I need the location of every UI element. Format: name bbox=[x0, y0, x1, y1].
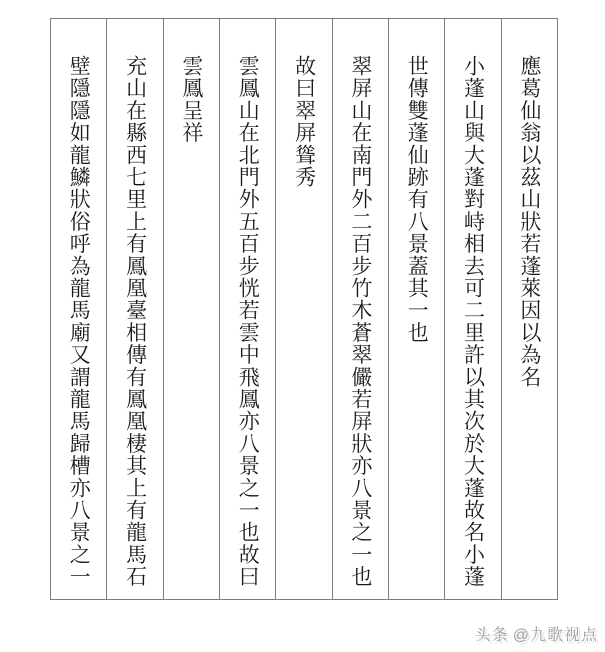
text-column-5 bbox=[276, 19, 332, 599]
text-column-2 bbox=[445, 19, 501, 599]
watermark-handle: @九歌视点 bbox=[512, 627, 598, 644]
toutiao-brand: 头条 bbox=[474, 627, 509, 644]
text-column-8 bbox=[107, 19, 163, 599]
column-text: 小蓬山與大蓬對峙相去可二里許以其次於大蓬故名小蓬 bbox=[461, 55, 486, 588]
column-text: 應葛仙翁以茲山狀若蓬萊因以為名 bbox=[517, 55, 542, 388]
column-text: 壁隱隱如龍鱗狀俗呼為龍馬廟又謂龍馬歸槽亦八景之一 bbox=[67, 55, 92, 588]
column-text: 雲鳳呈祥 bbox=[179, 55, 204, 144]
text-column-9 bbox=[51, 19, 107, 599]
text-column-1 bbox=[502, 19, 557, 599]
manuscript-table bbox=[50, 18, 558, 600]
column-text: 故曰翠屏聳秀 bbox=[292, 55, 317, 189]
text-column-4 bbox=[333, 19, 389, 599]
column-text: 世傳雙蓬仙跡有八景蓋其一也 bbox=[405, 55, 430, 344]
watermark bbox=[475, 622, 598, 645]
column-text: 充山在縣西七里上有鳳凰臺相傳有鳳凰棲其上有龍馬石 bbox=[123, 55, 148, 588]
column-text: 雲鳳山在北門外五百步恍若雲中飛鳳亦八景之一也故曰 bbox=[236, 55, 261, 588]
text-column-3 bbox=[389, 19, 445, 599]
text-column-7 bbox=[164, 19, 220, 599]
column-text: 翠屏山在南門外二百步竹木蒼翠儼若屏狀亦八景之一也 bbox=[348, 55, 373, 588]
text-column-6 bbox=[220, 19, 276, 599]
